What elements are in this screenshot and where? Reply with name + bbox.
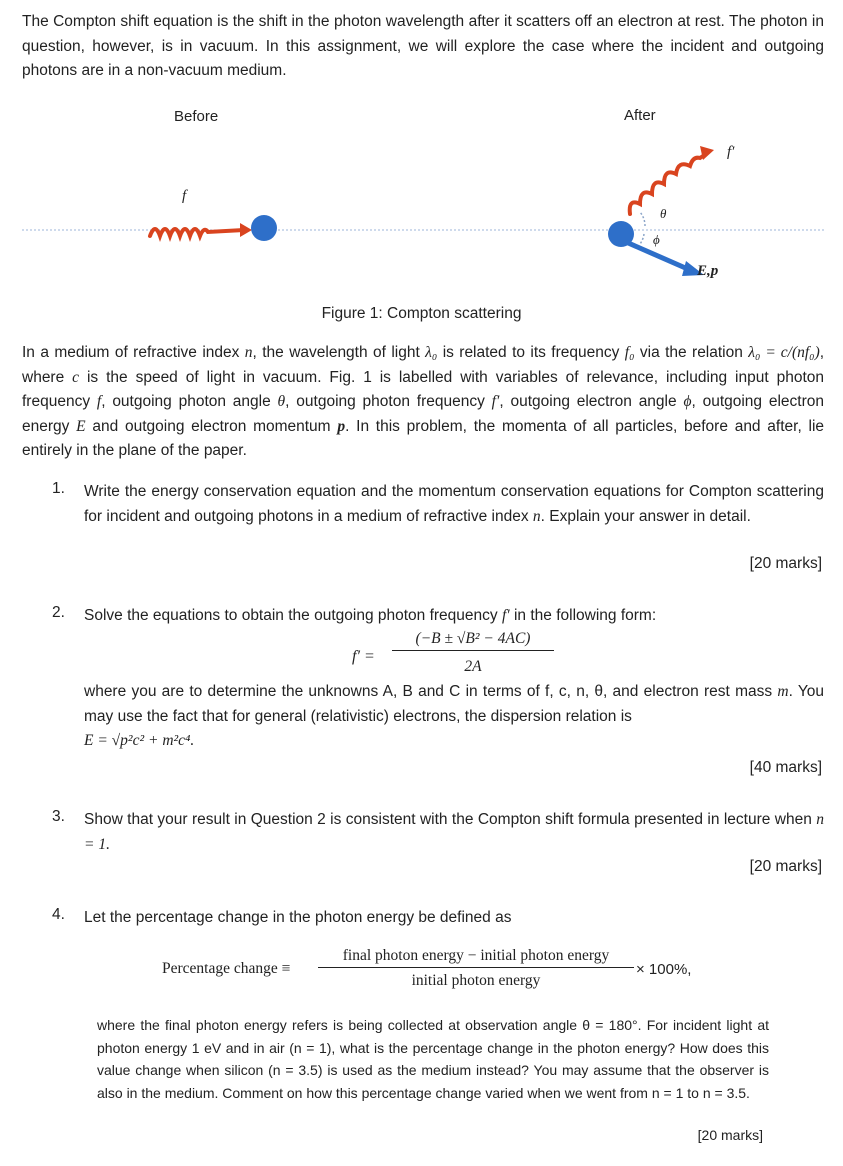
incoming-photon-wave bbox=[150, 229, 244, 236]
body-paragraph: In a medium of refractive index n, the wavelength of light λ₀ is related to its frequency f₀ via the relation λ₀ = c/(nf₀), where c is the speed of light in vacuum. Fig. 1 is labelled with variables of relevance, including input photon frequency f, outgoing photon angle θ, outgoing photon frequency f′, outgoing electron angle ϕ, outgoing electron energy E and outgoing electron momentum p. In this problem, the momenta of all particles, before and after, lie entirely in the plane of the paper. bbox=[22, 344, 825, 459]
question-1-number: 1. bbox=[52, 480, 65, 497]
question-4-marks: [20 marks] bbox=[697, 1127, 763, 1143]
intro-paragraph: The Compton shift equation is the shift in the photon wavelength after it scatters off an electron at rest. The photon in question, however, is in vacuum. In this assignment, we will explore the case where the incident and outgoing photons are in a non-vacuum medium. bbox=[22, 13, 824, 79]
label-f: f bbox=[182, 188, 187, 204]
figure-before-label: Before bbox=[174, 108, 219, 125]
question-4-text: where the final photon energy refers is being collected at observation angle θ = 180°. For incident light at photon energy 1 eV and in air (n = 1), what is the percentage change in the photon energy? How does this value change when silicon (n = 3.5) is used as the medium instead? You may assume that the observer is also in the medium. Comment on how this percentage change varied when we went from n = 1 to n = 3.5. bbox=[97, 1017, 769, 1101]
figure-caption: Figure 1: Compton scattering bbox=[321, 305, 522, 322]
question-3-number: 3. bbox=[52, 808, 65, 825]
theta-arc bbox=[640, 212, 645, 226]
outgoing-photon-wave bbox=[630, 154, 706, 214]
question-4-intro: Let the percentage change in the photon energy be defined as bbox=[84, 909, 512, 926]
question-2-intro: Solve the equations to obtain the outgoing photon frequency f′ in the following form: bbox=[84, 607, 657, 624]
label-theta: θ bbox=[660, 206, 667, 221]
question-2-eq-lhs: f′ = bbox=[352, 648, 375, 665]
question-4-eq-denominator: initial photon energy bbox=[411, 972, 541, 989]
figure-after-label: After bbox=[624, 107, 656, 124]
question-2-marks: [40 marks] bbox=[749, 759, 822, 776]
incoming-photon-arrowhead bbox=[240, 223, 252, 237]
question-1-text: Write the energy conservation equation and the momentum conservation equations for Compton scattering for incident and outgoing photons in a medium of refractive index n. Explain your answer in detail. bbox=[84, 483, 824, 525]
phi-arc bbox=[640, 234, 644, 244]
question-2-number: 2. bbox=[52, 604, 65, 621]
label-phi: ϕ bbox=[653, 232, 660, 247]
label-ep: E,p bbox=[697, 263, 719, 279]
question-4-eq-numerator: final photon energy − initial photon energy bbox=[318, 947, 634, 968]
question-4-eq-rhs: × 100%, bbox=[636, 961, 692, 978]
label-f-prime: f′ bbox=[727, 144, 735, 160]
question-4-number: 4. bbox=[52, 906, 65, 923]
question-4-eq-lhs: Percentage change ≡ bbox=[162, 960, 291, 977]
question-3-text: Show that your result in Question 2 is consistent with the Compton shift formula presented in lecture when n = 1. bbox=[84, 811, 824, 853]
question-1-marks: [20 marks] bbox=[749, 555, 822, 572]
question-2-eq-denominator: 2A bbox=[464, 658, 482, 675]
question-2-eq-numerator: (−B ± √B² − 4AC) bbox=[392, 630, 554, 651]
electron-before bbox=[251, 215, 277, 241]
question-3-marks: [20 marks] bbox=[749, 858, 822, 875]
question-2-text: where you are to determine the unknowns A, B and C in terms of f, c, n, θ, and electron rest mass m. You may use the fact that for general (relativistic) electrons, the dispersion relation is E = √p²c² + m²c⁴. bbox=[84, 683, 824, 749]
